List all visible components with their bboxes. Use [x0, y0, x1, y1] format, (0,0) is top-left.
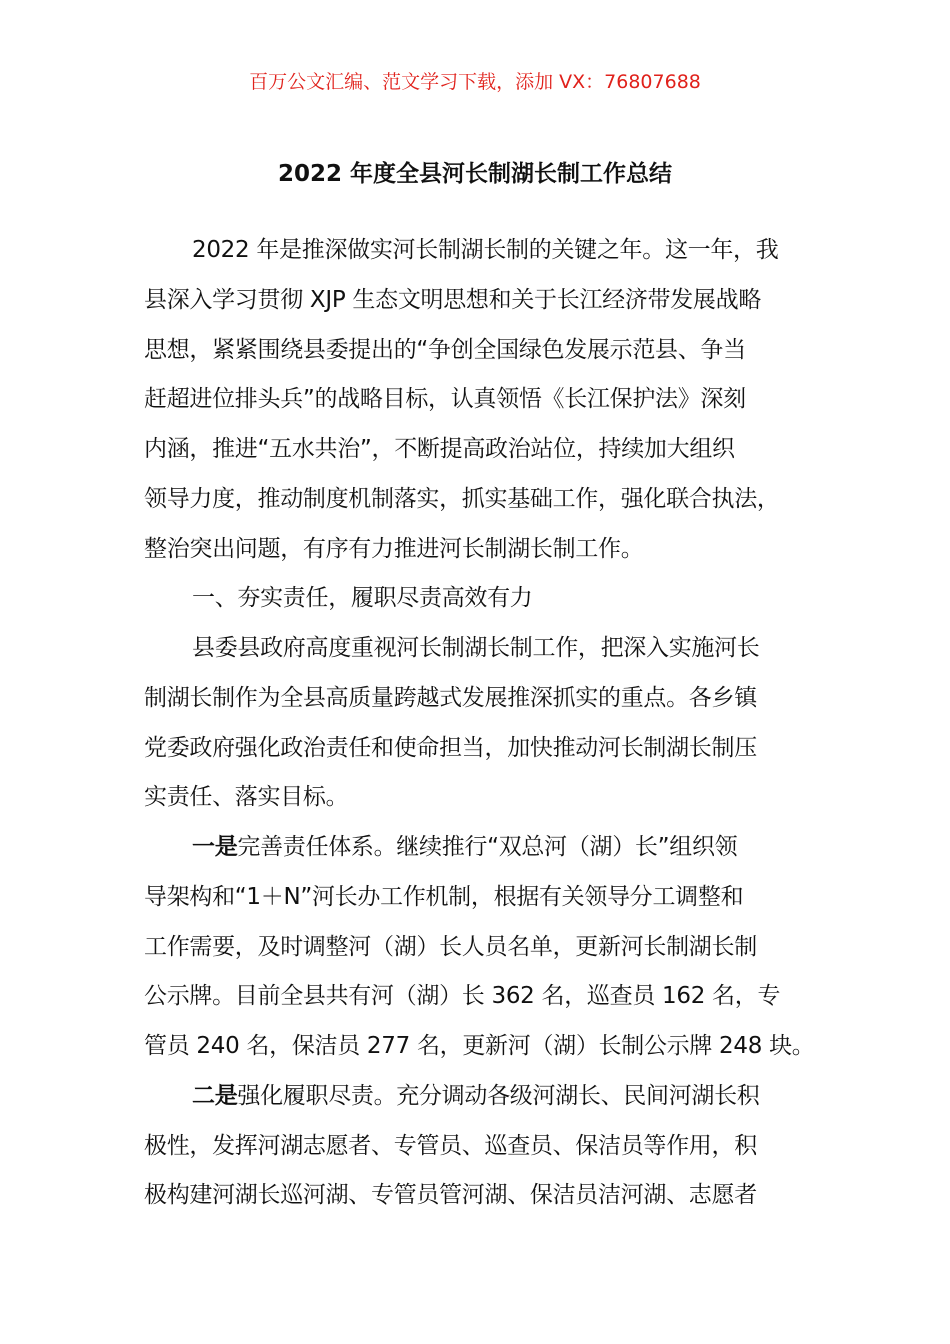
line-text: 党委政府强化政治责任和使命担当，加快推动河长制湖长制压	[144, 734, 757, 761]
text-line	[144, 977, 844, 1027]
text-line	[144, 231, 844, 281]
text-line	[144, 579, 844, 629]
line-text: 极构建河湖长巡河湖、专管员管河湖、保洁员洁河湖、志愿者	[144, 1182, 757, 1209]
line-text: 极性，发挥河湖志愿者、专管员、巡查员、保洁员等作用，积	[144, 1132, 757, 1159]
line-text: 一、夯实责任，履职尽责高效有力	[192, 585, 533, 612]
document-body	[144, 231, 844, 1226]
document-title: 2022 年度全县河长制湖长制工作总结	[277, 161, 673, 187]
download-banner: 百万公文汇编、范文学习下载，添加 VX：76807688	[249, 71, 701, 93]
line-text: 公示牌。目前全县共有河（湖）长 362 名，巡查员 162 名，专	[144, 983, 781, 1010]
text-line	[144, 1077, 844, 1127]
text-line	[144, 828, 844, 878]
line-text: 整治突出问题，有序有力推进河长制湖长制工作。	[144, 535, 644, 562]
text-line	[144, 1176, 844, 1226]
line-text: 领导力度，推动制度机制落实，抓实基础工作，强化联合执法，	[144, 485, 780, 512]
bold-lead: 二是	[192, 1082, 238, 1109]
text-line	[144, 331, 844, 381]
text-line	[144, 629, 844, 679]
line-text: 制湖长制作为全县高质量跨越式发展推深抓实的重点。各乡镇	[144, 684, 757, 711]
line-text: 完善责任体系。继续推行“双总河（湖）长”组织领	[237, 834, 738, 860]
line-text: 强化履职尽责。充分调动各级河湖长、民间河湖长积	[237, 1082, 760, 1109]
line-text: 2022 年是推深做实河长制湖长制的关键之年。这一年，我	[192, 237, 779, 263]
line-text: 县委县政府高度重视河长制湖长制工作，把深入实施河长	[192, 635, 760, 661]
text-line	[144, 778, 844, 828]
text-line	[144, 1027, 844, 1077]
bold-lead: 一是	[192, 834, 238, 860]
text-line	[144, 281, 844, 331]
line-text: 县深入学习贯彻 XJP 生态文明思想和关于长江经济带发展战略	[144, 286, 762, 313]
text-line	[144, 380, 844, 430]
text-line	[144, 928, 844, 978]
text-line	[144, 679, 844, 729]
line-text: 管员 240 名，保洁员 277 名，更新河（湖）长制公示牌 248 块。	[144, 1033, 815, 1059]
text-line	[144, 729, 844, 779]
text-line	[144, 878, 844, 928]
line-text: 赶超进位排头兵”的战略目标，认真领悟《长江保护法》深刻	[144, 386, 746, 413]
line-text: 实责任、落实目标。	[144, 784, 349, 811]
line-text: 导架构和“1＋N”河长办工作机制，根据有关领导分工调整和	[144, 883, 744, 910]
text-line	[144, 530, 844, 580]
line-text: 思想，紧紧围绕县委提出的“争创全国绿色发展示范县、争当	[144, 336, 746, 363]
text-line	[144, 1127, 844, 1177]
line-text: 内涵，推进“五水共治”，不断提高政治站位，持续加大组织	[144, 436, 735, 462]
text-line	[144, 430, 844, 480]
line-text: 工作需要，及时调整河（湖）长人员名单，更新河长制湖长制	[144, 933, 757, 960]
text-line	[144, 480, 844, 530]
